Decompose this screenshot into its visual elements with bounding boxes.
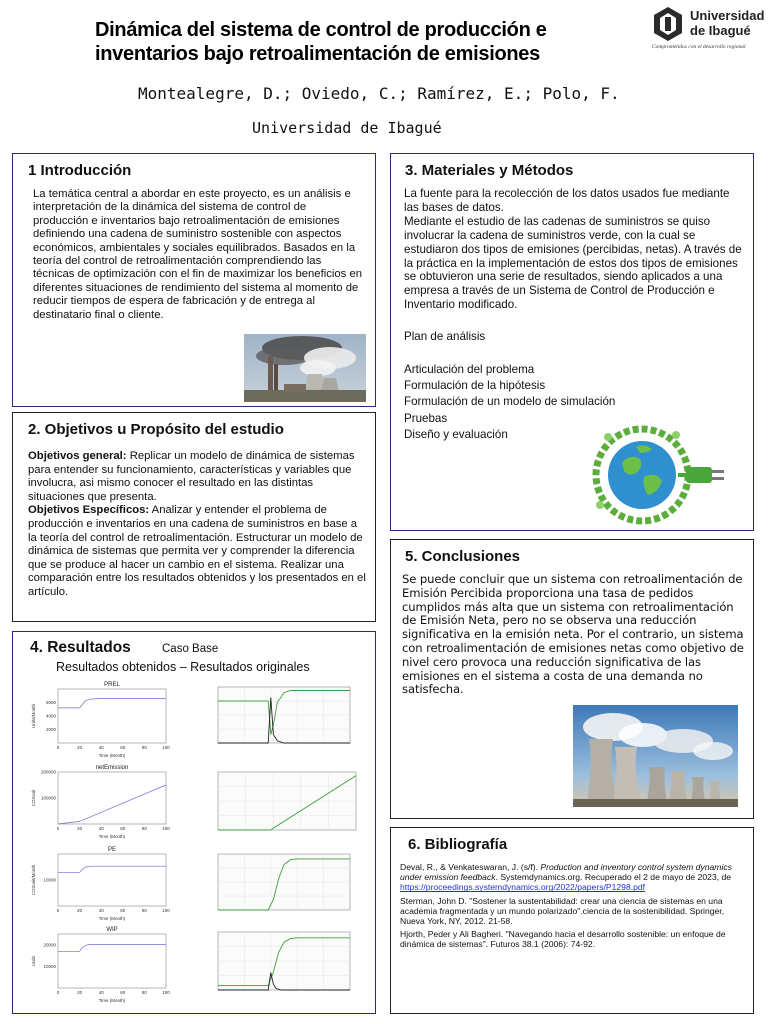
chart-wip-svg — [30, 922, 170, 1004]
bibliography-title: 6. Bibliografía — [408, 836, 508, 853]
chart-title: PE — [107, 847, 117, 853]
logo-name: Universidad de Ibagué — [690, 8, 765, 38]
title-line-2: inventarios bajo retroalimentación de emisiones — [95, 43, 540, 65]
plot-frame — [58, 854, 166, 906]
objectives-title: 2. Objetivos u Propósito del estudio — [28, 421, 284, 438]
university-logo — [652, 6, 764, 52]
x-tick-label: 20 — [77, 908, 83, 913]
y-axis-label: CO2unit/Month — [31, 864, 36, 896]
chart-original-3 — [198, 844, 358, 920]
x-axis-label: Time (Month) — [98, 753, 126, 758]
x-tick-label: 60 — [120, 745, 126, 750]
chart-original-1 — [198, 677, 358, 753]
chart-title: netEmission — [95, 765, 129, 771]
reference-3: Hjorth, Peder y Ali Bagheri. "Navegando hacia el desarrollo sostenible: un enfoque de dinámica de sistemas". Futuros 38.1 (2006): 74-92. — [400, 929, 726, 950]
x-tick-label: 20 — [77, 826, 83, 831]
methods-p1: La fuente para la recolección de los datos usados fue mediante las bases de datos. — [404, 187, 730, 214]
y-tick-label: 200000 — [40, 769, 56, 775]
y-tick-label: 20000 — [43, 942, 56, 948]
x-tick-label: 40 — [98, 826, 104, 831]
x-tick-label: 100 — [162, 990, 170, 995]
x-tick-label: 0 — [56, 990, 60, 995]
x-tick-label: 80 — [141, 990, 147, 995]
plan-item: Diseño y evaluación — [404, 427, 508, 441]
y-tick-label: 6000 — [45, 700, 56, 705]
bibliography-list — [400, 862, 746, 953]
y-tick-label: 100000 — [40, 795, 56, 801]
specific-objectives: Objetivos Específicos: Analizar y entender el problema de producción e inventarios en una cadena de suministros en base a la teoría del control de retroalimentación. Estructurar un modelo de dinámica de sistemas que permita ver y comprender la diferencia que se produce al hacer un cambio en el sistema. Realizar una comparación entre los resultados obtenidos y los presentados en el artículo. — [28, 504, 366, 598]
chart-title: PREL — [104, 682, 120, 688]
x-tick-label: 80 — [141, 908, 147, 913]
power-plant-photo — [573, 705, 738, 807]
x-tick-label: 60 — [120, 908, 126, 913]
x-tick-label: 60 — [120, 990, 126, 995]
chart-original-3-svg — [198, 844, 358, 920]
y-axis-label: Units — [31, 955, 36, 967]
chart-original-4 — [198, 922, 358, 1000]
x-tick-label: 80 — [141, 826, 147, 831]
y-tick-label: 10000 — [43, 963, 56, 969]
authors: Montealegre, D.; Oviedo, C.; Ramírez, E.; Polo, F. — [138, 84, 620, 103]
methods-p2: Mediante el estudio de las cadenas de suministros se quiso involucrar la cadena de suministros verde, con la cual se estudiaron dos tipos de emisiones (percibidas, netas). A través de la práctica en la implementación de estos dos tipos de emisiones se obtuvieron una serie de resultados, siendo aplicados a una empresa a través de un Sistema de Control de Producción e Inventario modificado. — [404, 214, 742, 312]
reference-1: Deval, R., & Venkateswaran, J. (s/f). Production and inventory control system dynamics under emission feedback. Systemdynamics.org. Recuperado el 2 de mayo de 2023, de https://proceedings.systemdynamics.org/2022/papers/P1298.pdf — [400, 862, 732, 893]
methods-title: 3. Materiales y Métodos — [405, 162, 574, 179]
chart-pe-svg — [30, 842, 170, 922]
reference-2: Sterman, John D. "Sostener la sustentabilidad: crear una ciencia de sistemas en una academia fragmentada y un mundo polarizado".ciencia de la sostenibilidad. Springer, Nueva York, NY, 2012. 21-58. — [400, 895, 725, 927]
green-earth-plug-icon — [578, 417, 740, 527]
plan-title: Plan de análisis — [404, 330, 486, 344]
logo-tagline: Comprometidos con el desarrollo regional — [652, 44, 746, 50]
chart-prel-svg — [30, 677, 170, 759]
intro-title: 1 Introducción — [28, 162, 132, 179]
chart-netemission — [30, 760, 170, 840]
title-line-1: Dinámica del sistema de control de producción e — [95, 19, 547, 41]
x-axis-label: Time (Month) — [98, 916, 126, 921]
factory-smoke-photo — [244, 334, 366, 402]
y-tick-label: 4000 — [45, 713, 56, 719]
objectives-text — [28, 450, 368, 600]
x-tick-label: 20 — [77, 990, 83, 995]
results-title: 4. Resultados — [30, 639, 131, 656]
intro-text: La temática central a abordar en este proyecto, es un análisis e interpretación de la dinámica del sistema de control de producción e inventarios bajo retroalimentación de emisiones definiendo una cadena de suministro sostenible con aspectos económicos, ambientales y sociales equilibrados. Basados en la teoría del control de retroalimentación comprendiendo las técnicas de optimización con el fin de maximizar los beneficios en diferentes situaciones de rendimiento del sistema al momento de reducir tiempos de espera de fabricación y de entrega al destinatario final o cliente. — [33, 188, 363, 321]
x-tick-label: 60 — [120, 826, 126, 831]
plan-item: Pruebas — [404, 411, 448, 425]
y-axis-label: Units/Month — [31, 703, 36, 729]
x-tick-label: 0 — [56, 826, 60, 831]
chart-original-1-svg — [198, 677, 358, 753]
general-objective: Objetivos general: Replicar un modelo de dinámica de sistemas para entender su funcionamiento, características y variables que involucra, asi mismo conocer el resultado en las distintas situaciones que presenta. — [28, 450, 355, 503]
logo-mark-icon — [652, 6, 684, 42]
poster-title — [95, 18, 615, 66]
x-tick-label: 0 — [56, 908, 60, 913]
plan-item: Formulación de un modelo de simulación — [404, 395, 616, 409]
x-tick-label: 40 — [98, 908, 104, 913]
chart-netemission-svg — [30, 760, 170, 840]
x-tick-label: 100 — [162, 826, 170, 831]
results-subtitle: Resultados obtenidos – Resultados originales — [56, 660, 310, 674]
chart-original-2-svg — [198, 762, 364, 840]
chart-prel — [30, 677, 170, 759]
plot-frame — [58, 689, 166, 743]
x-tick-label: 40 — [98, 745, 104, 750]
reference-1-link[interactable]: https://proceedings.systemdynamics.org/2022/papers/P1298.pdf — [400, 882, 646, 893]
y-tick-label: 2000 — [45, 727, 56, 732]
x-tick-label: 100 — [162, 745, 170, 750]
chart-pe — [30, 842, 170, 922]
plot-frame — [58, 934, 166, 988]
y-axis-label: CO2unit — [31, 789, 36, 807]
x-tick-label: 80 — [141, 745, 147, 750]
chart-original-4-svg — [198, 922, 358, 1000]
conclusions-title: 5. Conclusiones — [405, 548, 521, 565]
x-axis-label: Time (Month) — [98, 998, 126, 1003]
x-tick-label: 40 — [98, 990, 104, 995]
plan-item: Articulación del problema — [404, 363, 535, 377]
affiliation: Universidad de Ibagué — [252, 119, 442, 137]
methods-text — [404, 187, 744, 443]
x-tick-label: 100 — [162, 908, 170, 913]
x-tick-label: 0 — [56, 745, 60, 750]
chart-original-2 — [198, 762, 364, 840]
plan-item: Formulación de la hipótesis — [404, 379, 546, 393]
plot-frame — [58, 772, 166, 824]
x-axis-label: Time (Month) — [98, 834, 126, 839]
chart-title: WIP — [106, 927, 118, 933]
conclusions-text: Se puede concluir que un sistema con retroalimentación de Emisión Percibida proporciona una tasa de pedidos cumplidos más alta que un sistema con retroalimentación de Emisión Neta, pero no se observa una reducción significativa en la emisión neta. Por el contrario, un sistema con retroalimentación de emisiones netas como objetivo de nivel cero provoca una reducción significativa de las emisiones en el sistema a costa de una demanda no satisfecha. — [402, 572, 744, 697]
chart-wip — [30, 922, 170, 1004]
x-tick-label: 20 — [77, 745, 83, 750]
y-tick-label: 10000 — [43, 877, 56, 883]
results-case: Caso Base — [162, 643, 219, 655]
